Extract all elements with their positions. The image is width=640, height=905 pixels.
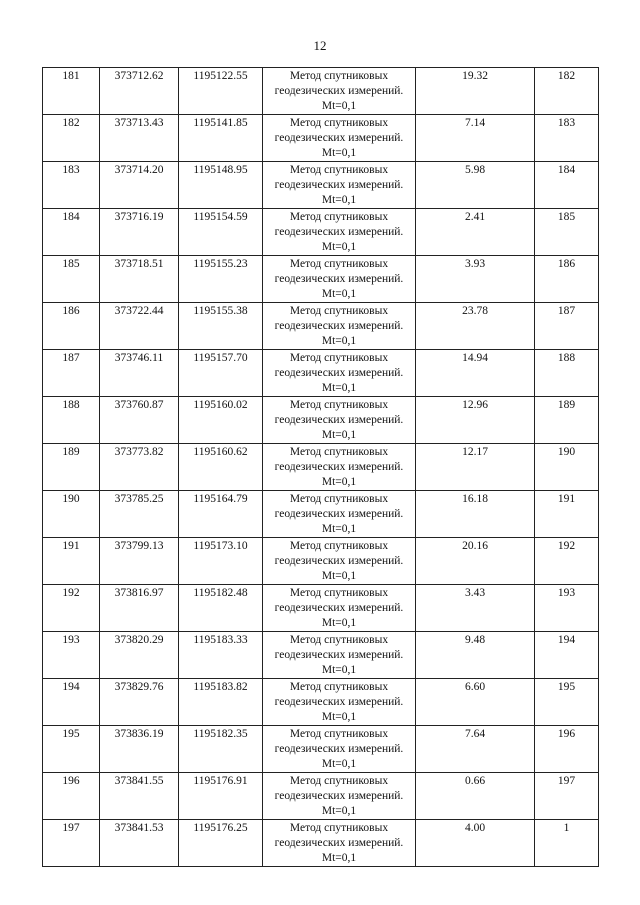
y-coordinate-cell: 1195160.02	[179, 397, 263, 444]
method-line: геодезических измерений.	[274, 132, 404, 144]
method-line: Метод спутниковых	[289, 211, 389, 223]
point-number-cell: 192	[43, 585, 100, 632]
distance-cell: 7.64	[416, 726, 535, 773]
next-point-cell: 1	[535, 820, 599, 867]
x-coordinate-cell: 373820.29	[100, 632, 179, 679]
point-number-cell: 189	[43, 444, 100, 491]
point-number-cell: 187	[43, 350, 100, 397]
y-coordinate-cell: 1195164.79	[179, 491, 263, 538]
next-point-cell: 186	[535, 256, 599, 303]
table-row	[43, 209, 599, 256]
distance-cell: 3.93	[416, 256, 535, 303]
y-coordinate-cell: 1195183.33	[179, 632, 263, 679]
method-cell	[263, 491, 416, 538]
x-coordinate-cell: 373816.97	[100, 585, 179, 632]
next-point-cell: 191	[535, 491, 599, 538]
y-coordinate-cell: 1195182.35	[179, 726, 263, 773]
method-cell	[263, 820, 416, 867]
method-line: Mt=0,1	[321, 429, 357, 441]
method-cell	[263, 773, 416, 820]
method-line: геодезических измерений.	[274, 461, 404, 473]
method-line: Метод спутниковых	[289, 117, 389, 129]
x-coordinate-cell: 373712.62	[100, 68, 179, 115]
method-line: Mt=0,1	[321, 805, 357, 817]
y-coordinate-cell: 1195173.10	[179, 538, 263, 585]
method-line: Метод спутниковых	[289, 305, 389, 317]
method-line: Mt=0,1	[321, 570, 357, 582]
distance-cell: 14.94	[416, 350, 535, 397]
method-cell	[263, 726, 416, 773]
table-row	[43, 68, 599, 115]
x-coordinate-cell: 373836.19	[100, 726, 179, 773]
method-cell	[263, 68, 416, 115]
method-line: геодезических измерений.	[274, 179, 404, 191]
method-line: Mt=0,1	[321, 335, 357, 347]
distance-cell: 0.66	[416, 773, 535, 820]
point-number-cell: 188	[43, 397, 100, 444]
method-line: Метод спутниковых	[289, 728, 389, 740]
distance-cell: 19.32	[416, 68, 535, 115]
method-line: геодезических измерений.	[274, 696, 404, 708]
x-coordinate-cell: 373841.55	[100, 773, 179, 820]
table-row	[43, 820, 599, 867]
next-point-cell: 197	[535, 773, 599, 820]
table-row	[43, 491, 599, 538]
x-coordinate-cell: 373760.87	[100, 397, 179, 444]
method-line: Mt=0,1	[321, 382, 357, 394]
table-row	[43, 162, 599, 209]
method-line: геодезических измерений.	[274, 790, 404, 802]
method-line: геодезических измерений.	[274, 320, 404, 332]
next-point-cell: 188	[535, 350, 599, 397]
point-number-cell: 194	[43, 679, 100, 726]
y-coordinate-cell: 1195176.91	[179, 773, 263, 820]
point-number-cell: 196	[43, 773, 100, 820]
y-coordinate-cell: 1195182.48	[179, 585, 263, 632]
x-coordinate-cell: 373716.19	[100, 209, 179, 256]
method-cell	[263, 397, 416, 444]
distance-cell: 12.17	[416, 444, 535, 491]
method-line: геодезических измерений.	[274, 85, 404, 97]
x-coordinate-cell: 373841.53	[100, 820, 179, 867]
method-line: Mt=0,1	[321, 711, 357, 723]
table-row	[43, 585, 599, 632]
table-row	[43, 397, 599, 444]
point-number-cell: 195	[43, 726, 100, 773]
table-row	[43, 632, 599, 679]
next-point-cell: 194	[535, 632, 599, 679]
method-cell	[263, 538, 416, 585]
next-point-cell: 187	[535, 303, 599, 350]
distance-cell: 23.78	[416, 303, 535, 350]
next-point-cell: 184	[535, 162, 599, 209]
method-cell	[263, 585, 416, 632]
y-coordinate-cell: 1195148.95	[179, 162, 263, 209]
method-line: Mt=0,1	[321, 852, 357, 864]
point-number-cell: 185	[43, 256, 100, 303]
method-cell	[263, 679, 416, 726]
next-point-cell: 195	[535, 679, 599, 726]
next-point-cell: 185	[535, 209, 599, 256]
method-line: Mt=0,1	[321, 758, 357, 770]
distance-cell: 5.98	[416, 162, 535, 209]
x-coordinate-cell: 373713.43	[100, 115, 179, 162]
table-row	[43, 726, 599, 773]
x-coordinate-cell: 373799.13	[100, 538, 179, 585]
next-point-cell: 193	[535, 585, 599, 632]
method-line: Метод спутниковых	[289, 822, 389, 834]
distance-cell: 2.41	[416, 209, 535, 256]
method-line: Mt=0,1	[321, 288, 357, 300]
next-point-cell: 183	[535, 115, 599, 162]
x-coordinate-cell: 373718.51	[100, 256, 179, 303]
method-line: Метод спутниковых	[289, 775, 389, 787]
point-number-cell: 184	[43, 209, 100, 256]
page-number: 12	[313, 38, 327, 53]
distance-cell: 4.00	[416, 820, 535, 867]
method-line: геодезических измерений.	[274, 649, 404, 661]
distance-cell: 7.14	[416, 115, 535, 162]
method-cell	[263, 303, 416, 350]
distance-cell: 16.18	[416, 491, 535, 538]
next-point-cell: 182	[535, 68, 599, 115]
method-cell	[263, 632, 416, 679]
method-line: Mt=0,1	[321, 523, 357, 535]
distance-cell: 6.60	[416, 679, 535, 726]
y-coordinate-cell: 1195122.55	[179, 68, 263, 115]
distance-cell: 9.48	[416, 632, 535, 679]
method-line: Метод спутниковых	[289, 446, 389, 458]
coordinates-table-body	[43, 68, 599, 867]
point-number-cell: 183	[43, 162, 100, 209]
method-cell	[263, 444, 416, 491]
x-coordinate-cell: 373785.25	[100, 491, 179, 538]
point-number-cell: 181	[43, 68, 100, 115]
y-coordinate-cell: 1195160.62	[179, 444, 263, 491]
table-row	[43, 773, 599, 820]
method-line: геодезических измерений.	[274, 273, 404, 285]
method-cell	[263, 256, 416, 303]
x-coordinate-cell: 373829.76	[100, 679, 179, 726]
point-number-cell: 191	[43, 538, 100, 585]
method-line: геодезических измерений.	[274, 226, 404, 238]
method-line: геодезических измерений.	[274, 414, 404, 426]
table-row	[43, 350, 599, 397]
method-line: Mt=0,1	[321, 147, 357, 159]
method-line: геодезических измерений.	[274, 743, 404, 755]
y-coordinate-cell: 1195183.82	[179, 679, 263, 726]
next-point-cell: 189	[535, 397, 599, 444]
x-coordinate-cell: 373714.20	[100, 162, 179, 209]
method-line: Метод спутниковых	[289, 681, 389, 693]
method-line: Метод спутниковых	[289, 634, 389, 646]
y-coordinate-cell: 1195157.70	[179, 350, 263, 397]
method-cell	[263, 209, 416, 256]
table-row	[43, 538, 599, 585]
y-coordinate-cell: 1195154.59	[179, 209, 263, 256]
next-point-cell: 192	[535, 538, 599, 585]
method-line: Mt=0,1	[321, 617, 357, 629]
table-row	[43, 115, 599, 162]
method-line: геодезических измерений.	[274, 555, 404, 567]
method-line: Mt=0,1	[321, 100, 357, 112]
point-number-cell: 190	[43, 491, 100, 538]
coordinates-table	[42, 67, 599, 867]
method-line: Метод спутниковых	[289, 540, 389, 552]
y-coordinate-cell: 1195141.85	[179, 115, 263, 162]
method-line: Метод спутниковых	[289, 258, 389, 270]
distance-cell: 3.43	[416, 585, 535, 632]
y-coordinate-cell: 1195155.38	[179, 303, 263, 350]
distance-cell: 12.96	[416, 397, 535, 444]
distance-cell: 20.16	[416, 538, 535, 585]
method-line: Mt=0,1	[321, 194, 357, 206]
y-coordinate-cell: 1195176.25	[179, 820, 263, 867]
method-line: Метод спутниковых	[289, 352, 389, 364]
method-line: геодезических измерений.	[274, 367, 404, 379]
point-number-cell: 193	[43, 632, 100, 679]
method-line: Метод спутниковых	[289, 70, 389, 82]
x-coordinate-cell: 373746.11	[100, 350, 179, 397]
point-number-cell: 182	[43, 115, 100, 162]
table-row	[43, 444, 599, 491]
x-coordinate-cell: 373773.82	[100, 444, 179, 491]
method-cell	[263, 350, 416, 397]
x-coordinate-cell: 373722.44	[100, 303, 179, 350]
method-line: Метод спутниковых	[289, 399, 389, 411]
method-line: геодезических измерений.	[274, 837, 404, 849]
table-row	[43, 303, 599, 350]
table-row	[43, 256, 599, 303]
method-cell	[263, 162, 416, 209]
method-line: Метод спутниковых	[289, 587, 389, 599]
method-line: Mt=0,1	[321, 476, 357, 488]
method-line: Метод спутниковых	[289, 164, 389, 176]
point-number-cell: 197	[43, 820, 100, 867]
method-cell	[263, 115, 416, 162]
next-point-cell: 196	[535, 726, 599, 773]
method-line: Метод спутниковых	[289, 493, 389, 505]
y-coordinate-cell: 1195155.23	[179, 256, 263, 303]
method-line: геодезических измерений.	[274, 602, 404, 614]
table-row	[43, 679, 599, 726]
next-point-cell: 190	[535, 444, 599, 491]
method-line: геодезических измерений.	[274, 508, 404, 520]
method-line: Mt=0,1	[321, 664, 357, 676]
point-number-cell: 186	[43, 303, 100, 350]
method-line: Mt=0,1	[321, 241, 357, 253]
